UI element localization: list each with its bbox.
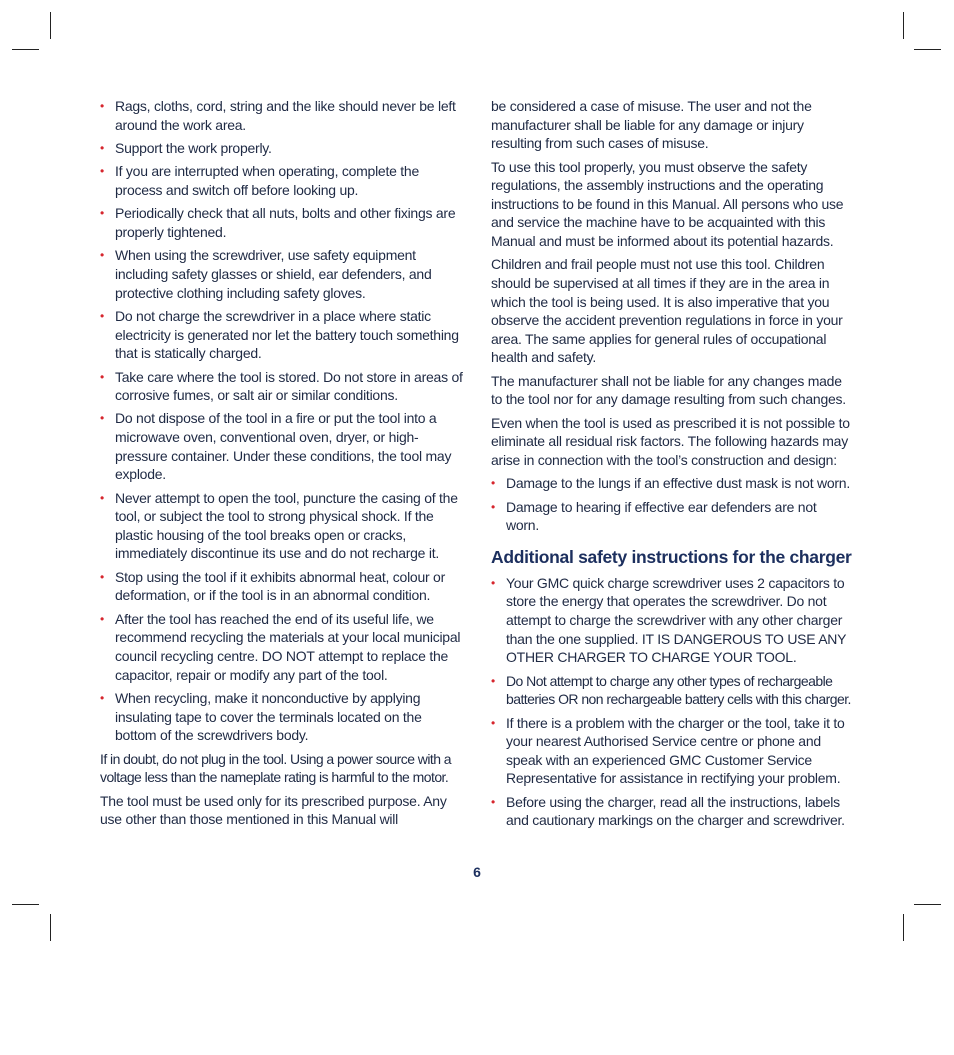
charger-section-heading: Additional safety instructions for the charger bbox=[491, 546, 852, 567]
bullet-icon: • bbox=[491, 575, 495, 590]
crop-mark-bottom-left-h bbox=[12, 904, 39, 905]
children-paragraph: Children and frail people must not use this tool. Children should be supervised at all times if they are in the area in which the tool is being used. It is also imperative that you observe the accident prevention regulations in force in your area. The same applies for general rules of occupational health and safety. bbox=[491, 256, 843, 366]
list-item-text: Support the work properly. bbox=[115, 139, 272, 156]
list-item-text: Rags, cloths, cord, string and the like should never be left around the work area. bbox=[115, 98, 456, 133]
list-item bbox=[100, 162, 464, 199]
list-item-text: Damage to hearing if effective ear defenders are not worn. bbox=[506, 498, 817, 534]
list-item bbox=[100, 689, 464, 745]
list-item-text: When using the screwdriver, use safety equipment including safety glasses or shield, ear defenders, and protective clothing including safety gloves. bbox=[115, 247, 432, 301]
list-item bbox=[100, 368, 464, 405]
page-number: 6 bbox=[473, 864, 481, 880]
crop-mark-bottom-left-v bbox=[50, 914, 51, 941]
right-column bbox=[491, 97, 853, 835]
list-item bbox=[491, 498, 853, 535]
bullet-icon: • bbox=[100, 308, 104, 323]
liability-paragraph: The manufacturer shall not be liable for any changes made to the tool nor for any damage resulting from such changes. bbox=[491, 372, 846, 408]
bullet-icon: • bbox=[100, 569, 104, 584]
crop-mark-bottom-right-v bbox=[903, 914, 904, 941]
hazard-bullet-list bbox=[491, 474, 853, 535]
list-item-text: When recycling, make it nonconductive by applying insulating tape to cover the terminals located on the bottom of the screwdrivers body. bbox=[115, 689, 422, 744]
bullet-icon: • bbox=[491, 794, 495, 809]
bullet-icon: • bbox=[100, 99, 104, 113]
bullet-icon: • bbox=[100, 140, 104, 155]
crop-mark-top-right-v bbox=[903, 12, 904, 39]
list-item bbox=[100, 97, 464, 134]
list-item bbox=[100, 139, 464, 158]
list-item-text: Do not charge the screwdriver in a place where static electricity is generated nor let the battery touch something that is statically charged. bbox=[115, 307, 459, 362]
list-item bbox=[491, 793, 853, 830]
list-item bbox=[491, 714, 853, 788]
list-item-text: If you are interrupted when operating, complete the process and switch off before looking up. bbox=[115, 163, 419, 198]
bullet-icon: • bbox=[491, 673, 495, 688]
list-item bbox=[100, 307, 464, 363]
bullet-icon: • bbox=[100, 611, 104, 626]
list-item bbox=[491, 574, 853, 667]
list-item-text: If there is a problem with the charger or the tool, take it to your nearest Authorised Service centre or phone and speak with an experienced GMC Customer Service Representative for assistance in rectifying your problem. bbox=[506, 714, 845, 787]
list-item-text: After the tool has reached the end of its useful life, we recommend recycling the materials at your local municipal council recycling centre. DO NOT attempt to replace the capacitor, repair or modify any part of the tool. bbox=[115, 610, 461, 683]
bullet-icon: • bbox=[100, 248, 104, 263]
proper-use-paragraph: To use this tool properly, you must observe the safety regulations, the assembly instructions and the operating instructions to be found in this Manual. All persons who use and service the machine have to be acquainted with this Manual and must be informed about its potential hazards. bbox=[491, 158, 844, 249]
list-item-text: Periodically check that all nuts, bolts and other fixings are properly tightened. bbox=[115, 205, 456, 240]
list-item bbox=[100, 204, 464, 241]
list-item-text: Before using the charger, read all the instructions, labels and cautionary markings on the charger and screwdriver. bbox=[506, 793, 845, 829]
bullet-icon: • bbox=[491, 476, 495, 491]
purpose-paragraph: The tool must be used only for its prescribed purpose. Any use other than those mentioned in this Manual will bbox=[100, 792, 447, 828]
left-column bbox=[100, 97, 464, 834]
safety-bullet-list bbox=[100, 97, 464, 745]
list-item-text: Never attempt to open the tool, puncture the casing of the tool, or subject the tool to strong physical shock. If the plastic housing of the tool breaks open or cracks, immediately discontinue its use and do not recharge it. bbox=[115, 489, 458, 562]
list-item bbox=[100, 610, 464, 684]
list-item-text: Damage to the lungs if an effective dust mask is not worn. bbox=[506, 475, 850, 492]
list-item bbox=[100, 246, 464, 302]
bullet-icon: • bbox=[100, 411, 104, 426]
list-item bbox=[100, 489, 464, 563]
list-item bbox=[491, 474, 853, 493]
list-item-text: Your GMC quick charge screwdriver uses 2 capacitors to store the energy that operates the screwdriver. Do not attempt to charge the screwdriver with any other charger than the one supplied. IT IS DANGEROUS TO USE ANY OTHER CHARGER TO CHARGE YOUR TOOL. bbox=[506, 574, 846, 666]
charger-bullet-list bbox=[491, 574, 853, 830]
voltage-paragraph: If in doubt, do not plug in the tool. Using a power source with a voltage less than the nameplate rating is harmful to the motor. bbox=[100, 750, 452, 786]
misuse-paragraph: be considered a case of misuse. The user and not the manufacturer shall be liable for any damage or injury resulting from such cases of misuse. bbox=[491, 98, 812, 152]
bullet-icon: • bbox=[100, 206, 104, 221]
list-item bbox=[100, 568, 464, 605]
bullet-icon: • bbox=[100, 164, 104, 179]
bullet-icon: • bbox=[100, 369, 104, 384]
bullet-icon: • bbox=[491, 715, 495, 730]
crop-mark-top-left-h bbox=[12, 49, 39, 50]
bullet-icon: • bbox=[100, 490, 104, 505]
crop-mark-top-right-h bbox=[914, 49, 941, 50]
list-item bbox=[100, 409, 464, 483]
bullet-icon: • bbox=[100, 690, 104, 705]
list-item-text: Stop using the tool if it exhibits abnormal heat, colour or deformation, or if the tool is in an abnormal condition. bbox=[115, 568, 445, 604]
crop-mark-bottom-right-h bbox=[914, 904, 941, 905]
residual-risk-paragraph: Even when the tool is used as prescribed it is not possible to eliminate all residual risk factors. The following hazards may arise in connection with the tool’s construction and design: bbox=[491, 414, 850, 468]
list-item-text: Do Not attempt to charge any other types of rechargeable batteries OR non rechargeable battery cells with this charger. bbox=[506, 672, 851, 708]
crop-mark-top-left-v bbox=[50, 12, 51, 39]
list-item bbox=[491, 672, 853, 709]
list-item-text: Take care where the tool is stored. Do not store in areas of corrosive fumes, or salt air or similar conditions. bbox=[115, 368, 463, 404]
list-item-text: Do not dispose of the tool in a fire or put the tool into a microwave oven, conventional oven, dryer, or high-pressure container. Under these conditions, the tool may explode. bbox=[115, 410, 452, 483]
bullet-icon: • bbox=[491, 499, 495, 514]
